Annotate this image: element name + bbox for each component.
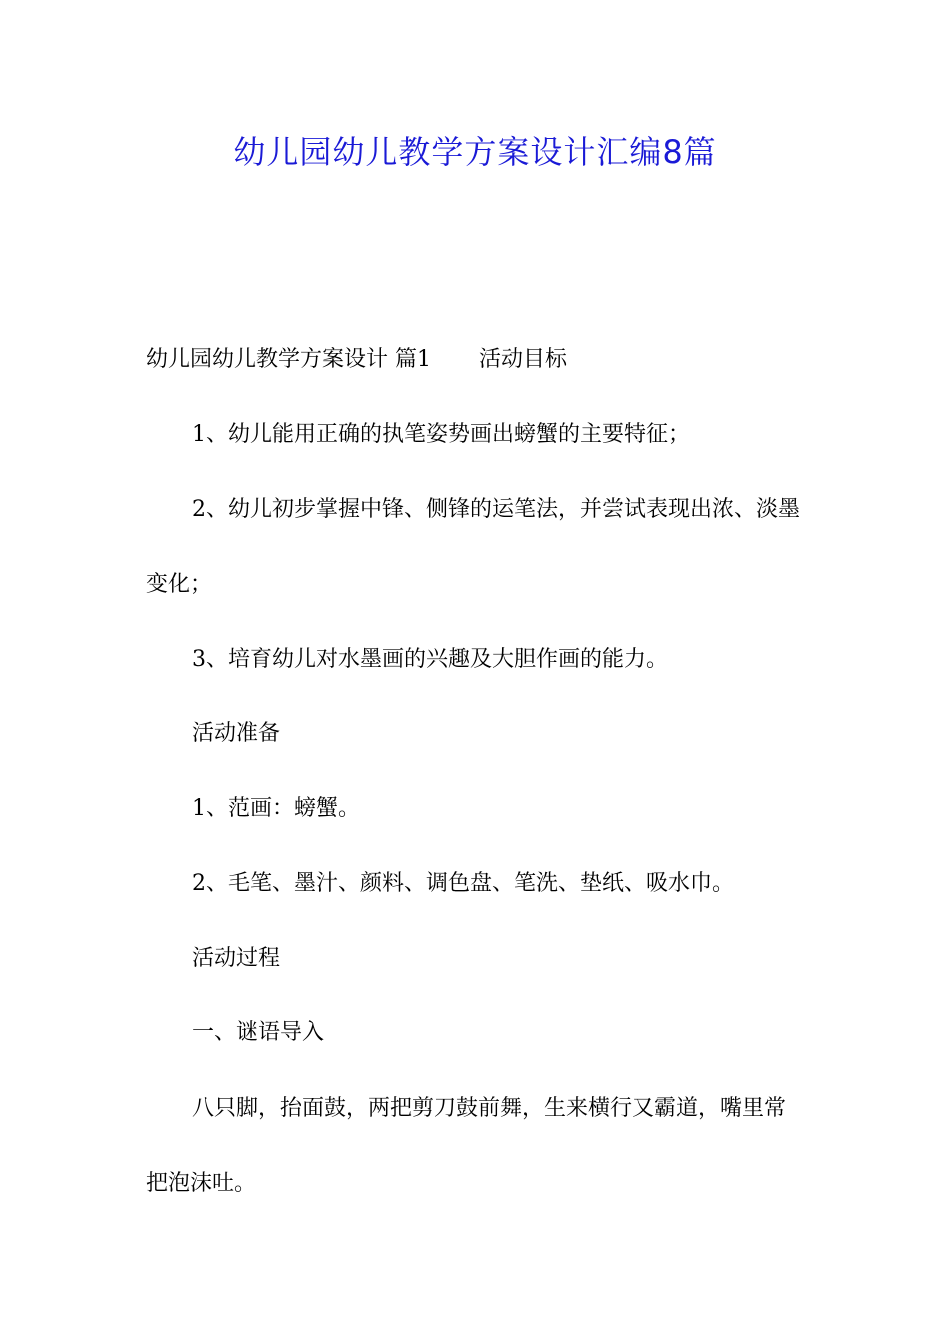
paragraph: 2、幼儿初步掌握中锋、侧锋的运笔法，并尝试表现出浓、淡墨变化；	[146, 497, 800, 597]
paragraph: 1、幼儿能用正确的执笔姿势画出螃蟹的主要特征；	[192, 422, 690, 447]
paragraph: 2、毛笔、墨汁、颜料、调色盘、笔洗、垫纸、吸水巾。	[192, 871, 734, 896]
paragraph: 1、范画：螃蟹。	[192, 796, 360, 821]
paragraph: 八只脚，抬面鼓，两把剪刀鼓前舞，生来横行又霸道，嘴里常把泡沫吐。	[146, 1096, 787, 1196]
section-heading: 幼儿园幼儿教学方案设计 篇1	[146, 347, 431, 372]
paragraph: 活动过程	[192, 946, 281, 971]
section-first-label: 活动目标	[479, 347, 568, 372]
paragraph: 活动准备	[192, 721, 281, 746]
paragraph: 一、谜语导入	[192, 1020, 325, 1045]
paragraph: 3、培育幼儿对水墨画的兴趣及大胆作画的能力。	[192, 647, 668, 672]
document-title: 幼儿园幼儿教学方案设计汇编8篇	[233, 133, 717, 171]
section-heading-line	[146, 322, 806, 397]
